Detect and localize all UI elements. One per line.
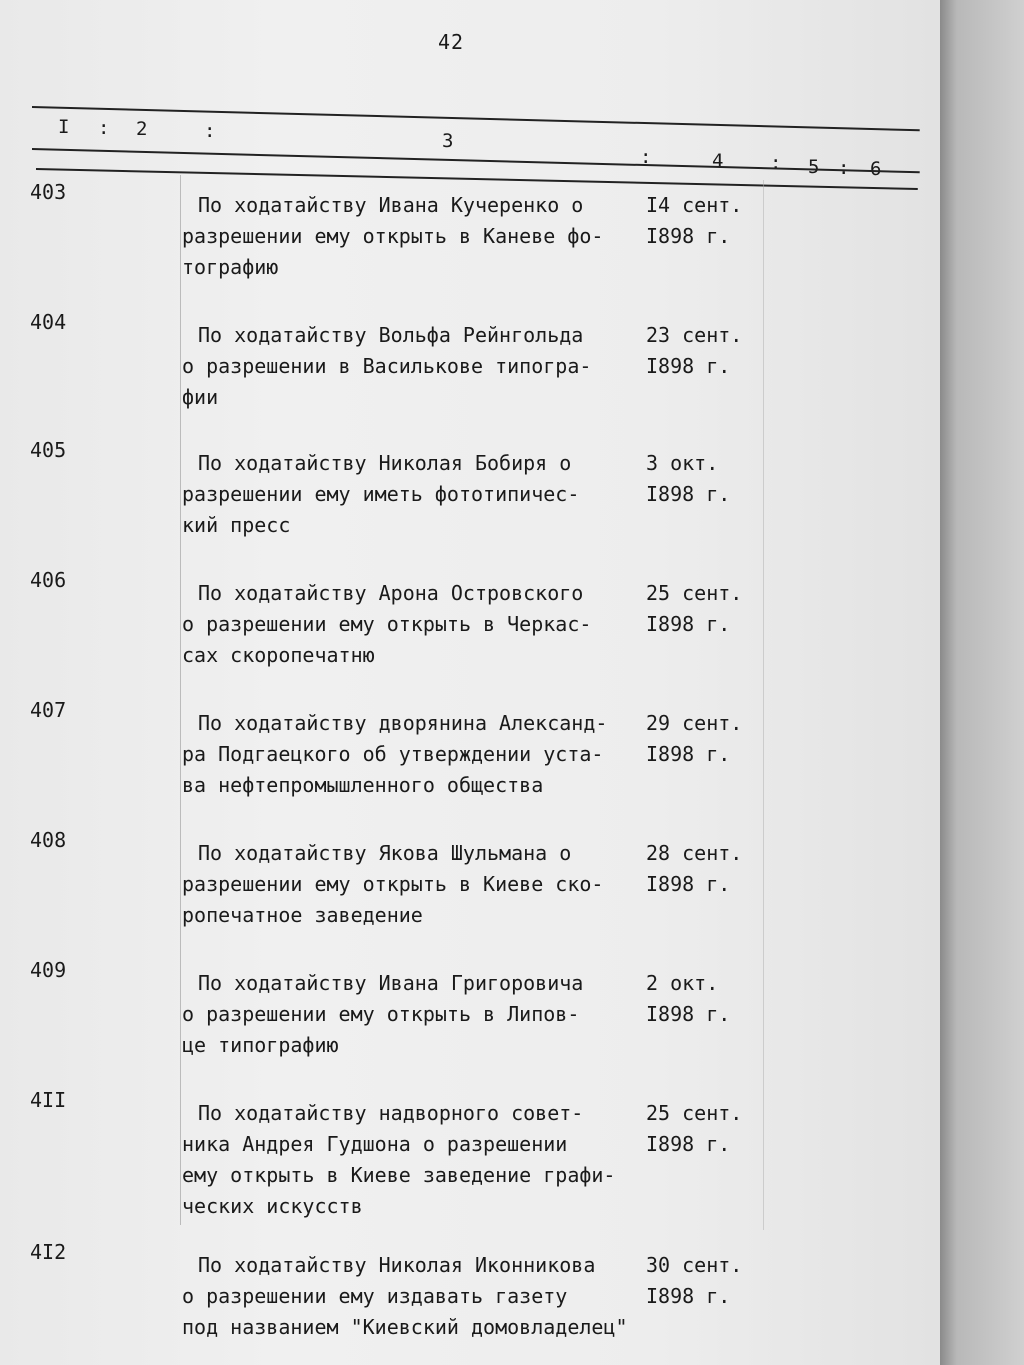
- record-description-line: По ходатайству Якова Шульмана о: [198, 841, 572, 865]
- record-description-line: ра Подгаецкого об утверждении уста-: [182, 742, 604, 766]
- column-separator: :: [640, 146, 652, 168]
- record-date-line: 25 сент.: [646, 581, 743, 605]
- record-date-line: 23 сент.: [646, 323, 743, 347]
- record-description-line: о разрешении ему открыть в Черкас-: [182, 612, 592, 636]
- column-header-6: 6: [870, 158, 882, 180]
- record-number: 404: [30, 310, 67, 334]
- record-date-line: I898 г.: [646, 612, 731, 636]
- record-date-line: I898 г.: [646, 354, 731, 378]
- record-date: [646, 968, 730, 1030]
- record-date-line: I898 г.: [646, 742, 731, 766]
- record-date-line: 28 сент.: [646, 841, 743, 865]
- record-description-line: По ходатайству Николая Иконникова: [198, 1253, 596, 1277]
- record-description-line: ческих искусств: [182, 1194, 363, 1218]
- header-rule-middle: [32, 148, 920, 173]
- record-date: [646, 320, 742, 382]
- record-number: 4I2: [30, 1240, 67, 1264]
- record-date-line: I898 г.: [646, 224, 731, 248]
- record-description: [182, 708, 652, 801]
- record-description-line: По ходатайству Николая Бобиря о: [198, 451, 572, 475]
- record-description-line: По ходатайству Ивана Григоровича: [198, 971, 584, 995]
- record-description-line: кий пресс: [182, 513, 291, 537]
- record-description: [182, 320, 652, 413]
- record-date-line: 3 окт.: [646, 451, 719, 475]
- column-separator: :: [204, 120, 216, 142]
- record-date: [646, 578, 742, 640]
- record-description-line: под названием "Киевский домовладелец": [182, 1315, 628, 1339]
- column-header-3: 3: [442, 130, 454, 152]
- record-description: [182, 448, 652, 541]
- header-rule-top: [32, 106, 920, 131]
- record-description-line: По ходатайству дворянина Александ-: [198, 711, 608, 735]
- record-date: [646, 448, 730, 510]
- column-divider: [180, 175, 181, 1225]
- record-description: [182, 1250, 652, 1343]
- record-description-line: о разрешении в Василькове типогра-: [182, 354, 592, 378]
- record-date-line: 2 окт.: [646, 971, 719, 995]
- record-number: 406: [30, 568, 67, 592]
- record-date-line: 30 сент.: [646, 1253, 743, 1277]
- record-description-line: По ходатайству Арона Островского: [198, 581, 584, 605]
- record-description-line: По ходатайству Вольфа Рейнгольда: [198, 323, 584, 347]
- column-header-2: 2: [136, 118, 148, 140]
- record-date-line: 29 сент.: [646, 711, 743, 735]
- record-description-line: По ходатайству Ивана Кучеренко о: [198, 193, 584, 217]
- column-header-4: 4: [712, 150, 724, 172]
- record-date: [646, 1098, 742, 1160]
- record-date-line: I898 г.: [646, 1002, 731, 1026]
- record-description-line: ника Андрея Гудшона о разрешении: [182, 1132, 568, 1156]
- record-description: [182, 578, 652, 671]
- record-description-line: о разрешении ему издавать газету: [182, 1284, 568, 1308]
- header-rule-bottom: [36, 168, 918, 190]
- column-header-5: 5: [808, 156, 820, 178]
- record-description-line: разрешении ему открыть в Каневе фо-: [182, 224, 604, 248]
- record-date-line: 25 сент.: [646, 1101, 743, 1125]
- record-description-line: По ходатайству надворного совет-: [198, 1101, 584, 1125]
- record-date-line: I898 г.: [646, 482, 731, 506]
- record-description-line: фии: [182, 385, 219, 409]
- record-number: 403: [30, 180, 67, 204]
- record-date-line: I898 г.: [646, 1132, 731, 1156]
- record-date: [646, 1250, 742, 1312]
- column-separator: :: [98, 117, 110, 139]
- column-separator: :: [838, 157, 850, 179]
- page-edge-shadow: [940, 0, 1024, 1365]
- record-number: 4II: [30, 1088, 67, 1112]
- record-description: [182, 968, 652, 1061]
- record-description-line: тографию: [182, 255, 279, 279]
- record-description-line: це типографию: [182, 1033, 339, 1057]
- record-date: [646, 190, 742, 252]
- record-description-line: ему открыть в Киеве заведение графи-: [182, 1163, 616, 1187]
- page-number: 42: [438, 30, 465, 54]
- record-date: [646, 708, 742, 770]
- column-divider: [763, 180, 764, 1230]
- record-date-line: I898 г.: [646, 1284, 731, 1308]
- record-date: [646, 838, 742, 900]
- column-header-1: I: [58, 116, 70, 138]
- record-number: 405: [30, 438, 67, 462]
- record-description-line: разрешении ему открыть в Киеве ско-: [182, 872, 604, 896]
- record-date-line: I898 г.: [646, 872, 731, 896]
- record-description: [182, 190, 652, 283]
- record-description: [182, 1098, 652, 1222]
- record-description-line: ва нефтепромышленного общества: [182, 773, 544, 797]
- record-description-line: о разрешении ему открыть в Липов-: [182, 1002, 580, 1026]
- record-description: [182, 838, 652, 931]
- record-date-line: I4 сент.: [646, 193, 743, 217]
- record-number: 408: [30, 828, 67, 852]
- column-separator: :: [770, 152, 782, 174]
- record-description-line: разрешении ему иметь фототипичес-: [182, 482, 580, 506]
- record-number: 407: [30, 698, 67, 722]
- record-description-line: сах скоропечатню: [182, 643, 375, 667]
- record-number: 409: [30, 958, 67, 982]
- record-description-line: ропечатное заведение: [182, 903, 423, 927]
